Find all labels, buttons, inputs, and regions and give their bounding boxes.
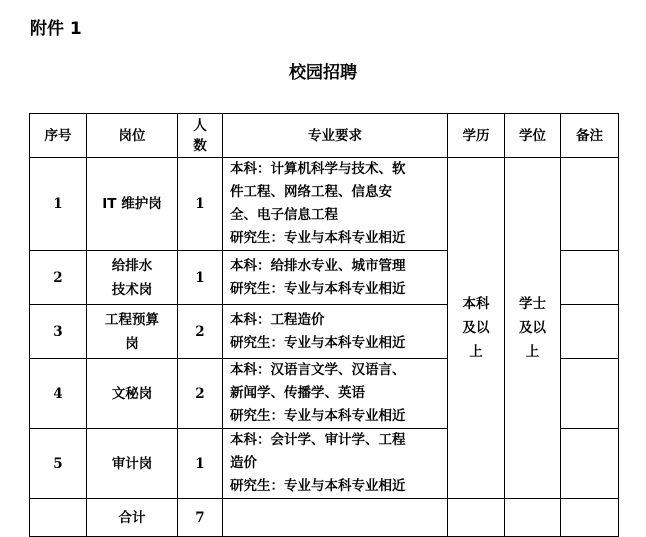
cell-education: [448, 158, 505, 499]
cell-remark: [561, 158, 619, 251]
table-row: [30, 158, 619, 251]
cell-count: 1: [178, 251, 223, 305]
position-line: 给排水: [111, 257, 153, 274]
header-count-line: 数: [193, 137, 207, 154]
requirement-line: 本科：给排水专业、城市管理: [230, 257, 406, 274]
total-row: [30, 499, 619, 537]
cell-position: [87, 158, 178, 251]
requirement-line: 研究生：专业与本科专业相近: [230, 334, 406, 351]
header-degree: 学位: [505, 114, 561, 158]
requirement-line: 本科：会计学、审计学、工程: [230, 432, 406, 448]
total-requirement-cell: [223, 499, 448, 537]
cell-remark: [561, 305, 619, 359]
education-line: 及以: [462, 320, 490, 336]
degree-line: 上: [525, 344, 540, 360]
header-row: [30, 114, 619, 158]
header-index: 序号: [30, 114, 87, 158]
page-title: 校园招聘: [289, 63, 357, 83]
cell-remark: [561, 251, 619, 305]
requirement-line: 造价: [230, 455, 257, 471]
position-line: 工程预算: [105, 311, 159, 328]
cell-remark: [561, 359, 619, 429]
education-line: 上: [469, 344, 483, 360]
attachment-label: 附件 1: [30, 19, 82, 39]
position-line: 岗: [125, 335, 139, 352]
total-label: 合计: [87, 499, 178, 537]
header-requirement: 专业要求: [223, 114, 448, 158]
cell-index: 2: [30, 251, 87, 305]
requirement-line: 新闻学、传播学、英语: [230, 385, 365, 401]
header-count: [178, 114, 223, 158]
cell-requirement: [223, 158, 448, 251]
header-education: 学历: [448, 114, 505, 158]
requirement-line: 研究生：专业与本科专业相近: [230, 230, 406, 246]
cell-position: [87, 251, 178, 305]
total-count: 7: [178, 499, 223, 537]
requirement-line: 研究生：专业与本科专业相近: [230, 280, 406, 297]
header-count-line: 人: [193, 117, 207, 134]
cell-position: [87, 305, 178, 359]
cell-index: 5: [30, 429, 87, 499]
position-line: IT 维护岗: [102, 196, 162, 212]
education-line: 本科: [462, 296, 490, 312]
cell-index: 4: [30, 359, 87, 429]
cell-position: [87, 359, 178, 429]
degree-line: 学士: [519, 296, 546, 312]
requirement-line: 件工程、网络工程、信息安: [230, 184, 392, 200]
cell-degree: [505, 158, 561, 499]
header-remark: 备注: [561, 114, 619, 158]
cell-index: 3: [30, 305, 87, 359]
cell-count: 2: [178, 359, 223, 429]
total-remark-cell: [561, 499, 619, 537]
total-education-cell: [448, 499, 505, 537]
total-index-cell: [30, 499, 87, 537]
requirement-line: 本科：汉语言文学、汉语言、: [230, 362, 406, 378]
cell-requirement: [223, 359, 448, 429]
cell-remark: [561, 429, 619, 499]
degree-line: 及以: [519, 320, 546, 336]
cell-index: 1: [30, 158, 87, 251]
requirement-line: 本科：计算机科学与技术、软: [230, 161, 406, 177]
requirement-line: 本科：工程造价: [230, 311, 325, 328]
requirement-line: 研究生：专业与本科专业相近: [230, 478, 406, 494]
cell-count: 1: [178, 429, 223, 499]
position-line: 文秘岗: [111, 385, 153, 402]
cell-requirement: [223, 305, 448, 359]
cell-requirement: [223, 429, 448, 499]
cell-requirement: [223, 251, 448, 305]
recruitment-table: [29, 113, 619, 537]
position-line: 审计岗: [111, 455, 153, 472]
position-line: 技术岗: [111, 281, 153, 298]
cell-position: [87, 429, 178, 499]
cell-count: 1: [178, 158, 223, 251]
cell-count: 2: [178, 305, 223, 359]
total-degree-cell: [505, 499, 561, 537]
header-position: 岗位: [87, 114, 178, 158]
requirement-line: 研究生：专业与本科专业相近: [230, 408, 406, 424]
requirement-line: 全、电子信息工程: [230, 207, 338, 223]
